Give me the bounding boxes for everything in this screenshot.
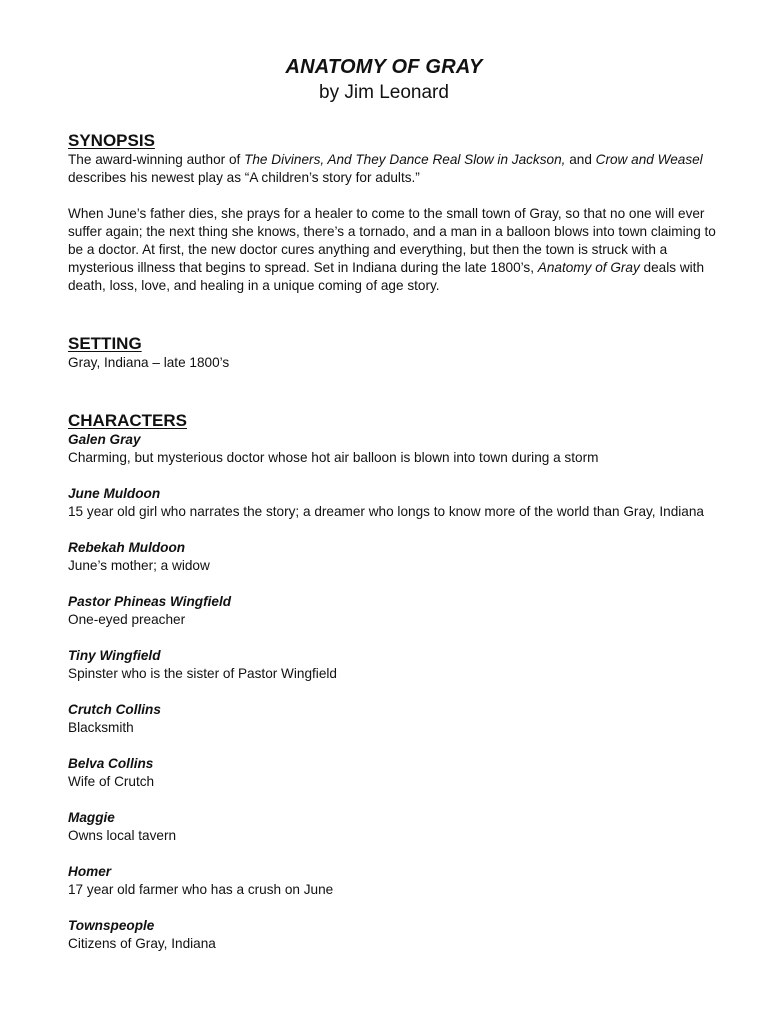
character-description: Spinster who is the sister of Pastor Wingfield	[68, 666, 337, 681]
synopsis-paragraph-1	[68, 151, 728, 187]
synopsis-text: describes his newest play as “A children’s story for adults.”	[68, 170, 420, 185]
character-description: 15 year old girl who narrates the story; a dreamer who longs to know more of the world than Gray, Indiana	[68, 504, 704, 519]
character-description: Blacksmith	[68, 720, 134, 735]
character-entry	[68, 755, 728, 791]
character-entry	[68, 701, 728, 737]
character-name: June Muldoon	[68, 486, 161, 501]
character-description: Wife of Crutch	[68, 774, 155, 789]
character-name: Crutch Collins	[68, 702, 161, 717]
character-description: One-eyed preacher	[68, 612, 186, 627]
character-name: Homer	[68, 864, 112, 879]
synopsis-text: The award-winning author of	[68, 152, 245, 167]
author-byline: by Jim Leonard	[319, 82, 449, 103]
character-entry	[68, 863, 728, 899]
character-name: Belva Collins	[68, 756, 154, 771]
synopsis-paragraph-2	[68, 205, 728, 295]
character-name: Townspeople	[68, 918, 155, 933]
character-description: June’s mother; a widow	[68, 558, 210, 573]
synopsis-works-title: Crow and Weasel	[595, 152, 703, 167]
character-entry	[68, 647, 728, 683]
character-entry	[68, 539, 728, 575]
character-entry	[68, 809, 728, 845]
character-entry	[68, 593, 728, 629]
character-description: Citizens of Gray, Indiana	[68, 936, 216, 951]
play-title: ANATOMY OF GRAY	[285, 56, 483, 78]
character-name: Maggie	[68, 810, 115, 825]
synopsis-text: When June’s father dies, she prays for a healer to come to the small town of Gray, so that no one will ever suffer again; the next thing she knows, there’s a tornado, and a man in a balloon blows into town claiming to be a doctor. At first, the new doctor cures anything and everything, but then the town is struck with a mysterious illness that begins to spread. Set in Indiana during the late 1800’s,	[68, 206, 716, 275]
synopsis-text: deals with death, loss, love, and healing in a unique coming of age story.	[68, 260, 705, 293]
synopsis-works-title: The Diviners, And They Dance Real Slow in Jackson,	[244, 152, 566, 167]
character-name: Tiny Wingfield	[68, 648, 161, 663]
character-entry	[68, 431, 728, 467]
character-description: Owns local tavern	[68, 828, 177, 843]
title-block	[0, 54, 768, 106]
setting-heading: SETTING	[68, 334, 142, 353]
character-name: Galen Gray	[68, 432, 141, 447]
character-name: Rebekah Muldoon	[68, 540, 186, 555]
character-entry	[68, 485, 728, 521]
synopsis-play-title: Anatomy of Gray	[537, 260, 640, 275]
character-list	[68, 431, 728, 953]
characters-section	[68, 411, 728, 971]
synopsis-section	[68, 131, 728, 295]
synopsis-text: and	[565, 152, 596, 167]
character-entry	[68, 917, 728, 953]
character-description: 17 year old farmer who has a crush on June	[68, 882, 334, 897]
character-description: Charming, but mysterious doctor whose hot air balloon is blown into town during a storm	[68, 450, 599, 465]
character-name: Pastor Phineas Wingfield	[68, 594, 232, 609]
synopsis-heading: SYNOPSIS	[68, 131, 155, 150]
setting-section	[68, 334, 728, 372]
characters-heading: CHARACTERS	[68, 411, 187, 430]
setting-text: Gray, Indiana – late 1800’s	[68, 355, 230, 370]
